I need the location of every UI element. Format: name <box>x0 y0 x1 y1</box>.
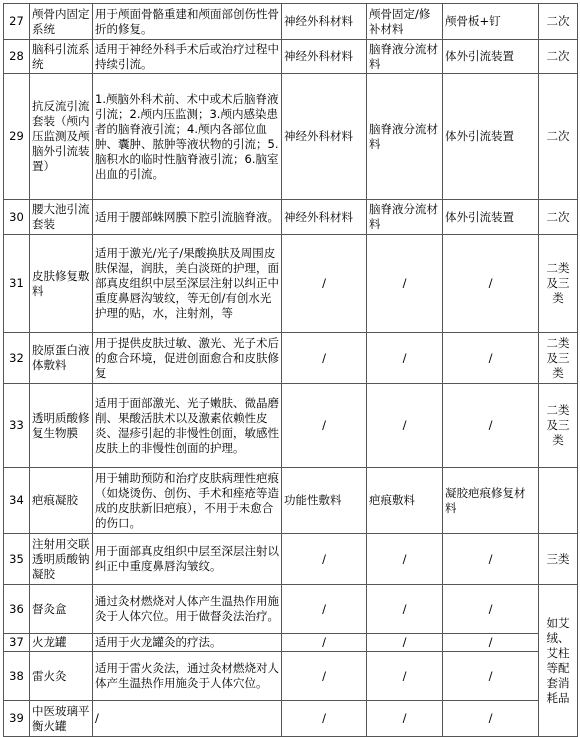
row-number: 27 <box>4 4 30 40</box>
usage-description: 用于提供皮肤过敏、激光、光子术后的愈合环境，促进创面愈合和皮肤修复 <box>93 333 282 384</box>
usage-description: 适用于激光/光子/果酸换肤及周围皮肤保湿，润肤，美白淡斑的护理，面部真皮组织中层至深层注射以纠正中重度鼻唇沟皱纹，等无创/有创水光护理的贴，水，注射剂，等 <box>93 235 282 333</box>
table-row <box>4 384 578 468</box>
category-level-3: / <box>443 534 539 585</box>
category-level-2: / <box>367 235 443 333</box>
class-category: 三类 <box>539 534 578 585</box>
category-level-3: 体外引流装置 <box>443 74 539 200</box>
category-level-1: / <box>282 333 367 384</box>
product-name: 火龙罐 <box>30 634 93 652</box>
category-level-1: 功能性敷料 <box>282 468 367 534</box>
product-name: 抗反流引流套装（颅内压监测及颅脑外引流装置） <box>30 74 93 200</box>
category-level-2: / <box>367 634 443 652</box>
category-level-2: 疤痕敷料 <box>367 468 443 534</box>
usage-description: 适用于腰部蛛网膜下腔引流脑脊液。 <box>93 200 282 235</box>
category-level-2: / <box>367 585 443 634</box>
class-category-merged: 如艾绒、艾柱等配套消耗品 <box>539 585 578 737</box>
category-level-1: / <box>282 534 367 585</box>
usage-description: / <box>93 701 282 737</box>
usage-description: 适用于面部激光、光子嫩肤、微晶磨削、果酸活肤术以及激素依赖性皮炎、湿疹引起的非慢性创面，敏感性皮肤上的非慢性创面的护理。 <box>93 384 282 468</box>
product-name: 胶原蛋白液体敷料 <box>30 333 93 384</box>
row-number: 36 <box>4 585 30 634</box>
row-number: 33 <box>4 384 30 468</box>
category-level-2: / <box>367 333 443 384</box>
table-row <box>4 468 578 534</box>
usage-description: 通过灸材燃烧对人体产生温热作用施灸于人体穴位。用于做督灸法治疗。 <box>93 585 282 634</box>
class-category: 二类及三类 <box>539 333 578 384</box>
usage-description: 适用于雷火灸法，通过灸材燃烧对人体产生温热作用施灸于人体穴位。 <box>93 652 282 701</box>
usage-description: 用于面部真皮组织中层至深层注射以纠正中重度鼻唇沟皱纹。 <box>93 534 282 585</box>
row-number: 32 <box>4 333 30 384</box>
table-row <box>4 40 578 74</box>
usage-description: 适用于火龙罐灸的疗法。 <box>93 634 282 652</box>
category-level-2: / <box>367 701 443 737</box>
product-name: 皮肤修复敷料 <box>30 235 93 333</box>
class-category: 二类及三类 <box>539 235 578 333</box>
category-level-2: 脑脊液分流材料 <box>367 40 443 74</box>
row-number: 35 <box>4 534 30 585</box>
category-level-1: / <box>282 652 367 701</box>
category-level-1: / <box>282 585 367 634</box>
table-row <box>4 701 578 737</box>
category-level-3: / <box>443 235 539 333</box>
row-number: 34 <box>4 468 30 534</box>
usage-description: 用于颅面骨骼重建和颅面部创伤性骨折的修复。 <box>93 4 282 40</box>
category-level-3: / <box>443 585 539 634</box>
row-number: 29 <box>4 74 30 200</box>
row-number: 37 <box>4 634 30 652</box>
row-number: 38 <box>4 652 30 701</box>
category-level-1: 神经外科材料 <box>282 74 367 200</box>
category-level-1: 神经外科材料 <box>282 40 367 74</box>
category-level-3: / <box>443 701 539 737</box>
class-category: 二次 <box>539 4 578 40</box>
category-level-3: 体外引流装置 <box>443 200 539 235</box>
row-number: 30 <box>4 200 30 235</box>
product-name: 颅骨内固定系统 <box>30 4 93 40</box>
category-level-2: / <box>367 384 443 468</box>
product-name: 雷火灸 <box>30 652 93 701</box>
category-level-1: / <box>282 701 367 737</box>
category-level-1: / <box>282 384 367 468</box>
category-level-3: 颅骨板+钉 <box>443 4 539 40</box>
category-level-1: / <box>282 235 367 333</box>
usage-description: 用于辅助预防和治疗皮肤病理性疤痕（如烧烫伤、创伤、手术和痤疮等造成的皮肤新旧疤痕），不用于未愈合的伤口。 <box>93 468 282 534</box>
class-category: 二次 <box>539 200 578 235</box>
category-level-2: / <box>367 534 443 585</box>
category-level-2: 脑脊液分流材料 <box>367 74 443 200</box>
table-row <box>4 235 578 333</box>
category-level-1: 神经外科材料 <box>282 4 367 40</box>
category-level-1: / <box>282 634 367 652</box>
class-category: 二次 <box>539 74 578 200</box>
category-level-2: / <box>367 652 443 701</box>
device-table <box>3 3 578 737</box>
table-row <box>4 534 578 585</box>
class-category: 二次 <box>539 40 578 74</box>
category-level-2: 颅骨固定/修补材料 <box>367 4 443 40</box>
category-level-3: / <box>443 384 539 468</box>
table-row <box>4 74 578 200</box>
category-level-3: / <box>443 333 539 384</box>
row-number: 31 <box>4 235 30 333</box>
table-row <box>4 634 578 652</box>
category-level-3: / <box>443 652 539 701</box>
table-row <box>4 585 578 634</box>
product-name: 疤痕凝胶 <box>30 468 93 534</box>
product-name: 腰大池引流套装 <box>30 200 93 235</box>
table-row <box>4 4 578 40</box>
category-level-1: 神经外科材料 <box>282 200 367 235</box>
category-level-2: 脑脊液分流材料 <box>367 200 443 235</box>
product-name: 中医玻璃平衡火罐 <box>30 701 93 737</box>
usage-description: 1.颅脑外科术前、术中或术后脑脊液引流；2.颅内压监测；3.颅内感染患者的脑脊液引流；4.颅内各部位血肿、囊肿、脓肿等液状物的引流；5.脑积水的临时性脑脊液引流；6.脑室出血的引流。 <box>93 74 282 200</box>
table-row <box>4 333 578 384</box>
product-name: 透明质酸修复生物膜 <box>30 384 93 468</box>
row-number: 39 <box>4 701 30 737</box>
table-row <box>4 200 578 235</box>
class-category <box>539 468 578 534</box>
product-name: 注射用交联透明质酸钠凝胶 <box>30 534 93 585</box>
category-level-3: 体外引流装置 <box>443 40 539 74</box>
table-row <box>4 652 578 701</box>
row-number: 28 <box>4 40 30 74</box>
category-level-3: / <box>443 634 539 652</box>
product-name: 督灸盒 <box>30 585 93 634</box>
usage-description: 适用于神经外科手术后或治疗过程中持续引流。 <box>93 40 282 74</box>
class-category: 二类及三类 <box>539 384 578 468</box>
product-name: 脑科引流系统 <box>30 40 93 74</box>
category-level-3: 凝胶疤痕修复材料 <box>443 468 539 534</box>
